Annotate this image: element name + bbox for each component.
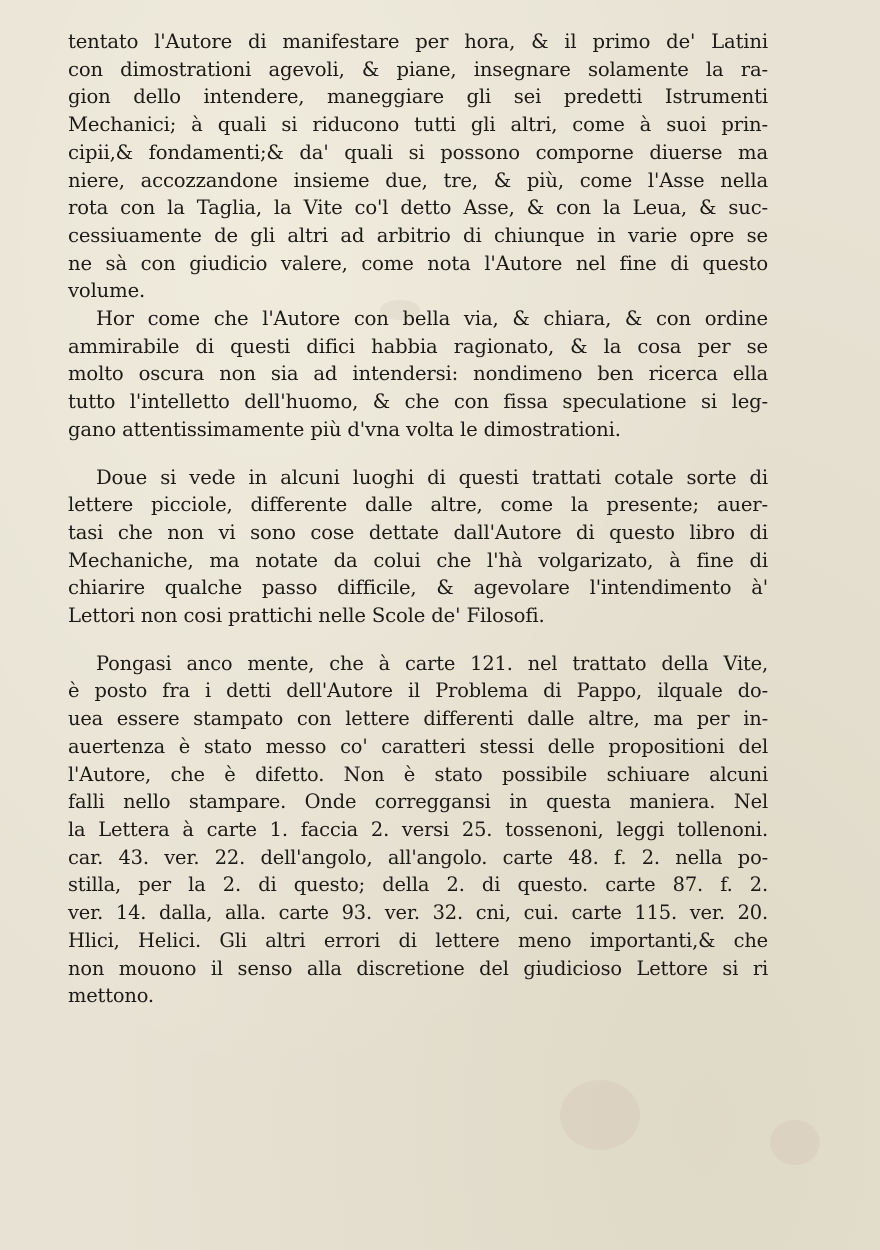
text-line: gion dello intendere, maneggiare gli sei predetti Istrumenti [68, 85, 768, 109]
text-line: non mouono il senso alla discretione del giudicioso Lettore si ri [68, 956, 768, 980]
text-line: Lettori non cosi prattichi nelle Scole de' Filosofi. [68, 604, 545, 628]
text-line: lettere picciole, differente dalle altre, come la presente; auer- [68, 493, 768, 517]
page-text [68, 28, 768, 1010]
text-line: uea essere stampato con lettere differenti dalle altre, ma per in- [68, 707, 768, 731]
text-line: molto oscura non sia ad intendersi: nondimeno ben ricerca ella [68, 362, 768, 386]
paragraph-intro-continuation [68, 28, 768, 305]
paragraph-errata [68, 650, 768, 1010]
text-line: Hor come che l'Autore con bella via, & chiara, & con ordine [96, 307, 768, 331]
text-line: auertenza è stato messo co' caratteri stessi delle propositioni del [68, 734, 768, 758]
text-line: ammirabile di questi difici habbia ragionato, & la cosa per se [68, 334, 768, 358]
text-line: gano attentissimamente più d'vna volta le dimostrationi. [68, 417, 621, 441]
text-line: Mechaniche, ma notate da colui che l'hà volgarizato, à fine di [68, 548, 768, 572]
text-line: mettono. [68, 984, 154, 1008]
text-line: Hlici, Helici. Gli altri errori di lettere meno importanti,& che [68, 928, 768, 952]
text-line: ver. 14. dalla, alla. carte 93. ver. 32. cni, cui. carte 115. ver. 20. [68, 901, 768, 925]
text-line: Mechanici; à quali si riducono tutti gli altri, come à suoi prin- [68, 113, 768, 137]
text-line: rota con la Taglia, la Vite co'l detto Asse, & con la Leua, & suc- [68, 196, 768, 220]
text-line: Pongasi anco mente, che à carte 121. nel trattato della Vite, [96, 651, 768, 675]
paragraph-hor-come [68, 305, 768, 444]
text-line: chiarire qualche passo difficile, & agevolare l'intendimento à' [68, 576, 768, 600]
text-line: Doue si vede in alcuni luoghi di questi trattati cotale sorte di [96, 465, 768, 489]
paper-stain [770, 1120, 820, 1165]
text-line: con dimostrationi agevoli, & piane, insegnare solamente la ra- [68, 57, 768, 81]
text-line: cessiuamente de gli altri ad arbitrio di chiunque in varie opre se [68, 223, 768, 247]
text-line: volume. [68, 279, 146, 303]
paragraph-doue-si-vede [68, 464, 768, 630]
text-line: tentato l'Autore di manifestare per hora, & il primo de' Latini [68, 30, 768, 53]
text-line: car. 43. ver. 22. dell'angolo, all'angolo. carte 48. f. 2. nella po- [68, 845, 768, 869]
text-line: falli nello stampare. Onde correggansi in questa maniera. Nel [68, 790, 768, 814]
paper-stain [560, 1080, 640, 1150]
text-line: l'Autore, che è difetto. Non è stato possibile schiuare alcuni [68, 762, 768, 786]
text-line: è posto fra i detti dell'Autore il Problema di Pappo, ilquale do- [68, 679, 768, 703]
text-line: niere, accozzandone insieme due, tre, & più, come l'Asse nella [68, 168, 768, 192]
text-line: cipii,& fondamenti;& da' quali si possono comporne diuerse ma [68, 140, 768, 164]
text-line: stilla, per la 2. di questo; della 2. di questo. carte 87. f. 2. [68, 873, 768, 897]
text-line: ne sà con giudicio valere, come nota l'Autore nel fine di questo [68, 251, 768, 275]
text-line: tasi che non vi sono cose dettate dall'Autore di questo libro di [68, 520, 768, 544]
text-line: tutto l'intelletto dell'huomo, & che con fissa speculatione si leg- [68, 390, 768, 414]
text-line: la Lettera à carte 1. faccia 2. versi 25. tossenoni, leggi tollenoni. [68, 817, 768, 841]
